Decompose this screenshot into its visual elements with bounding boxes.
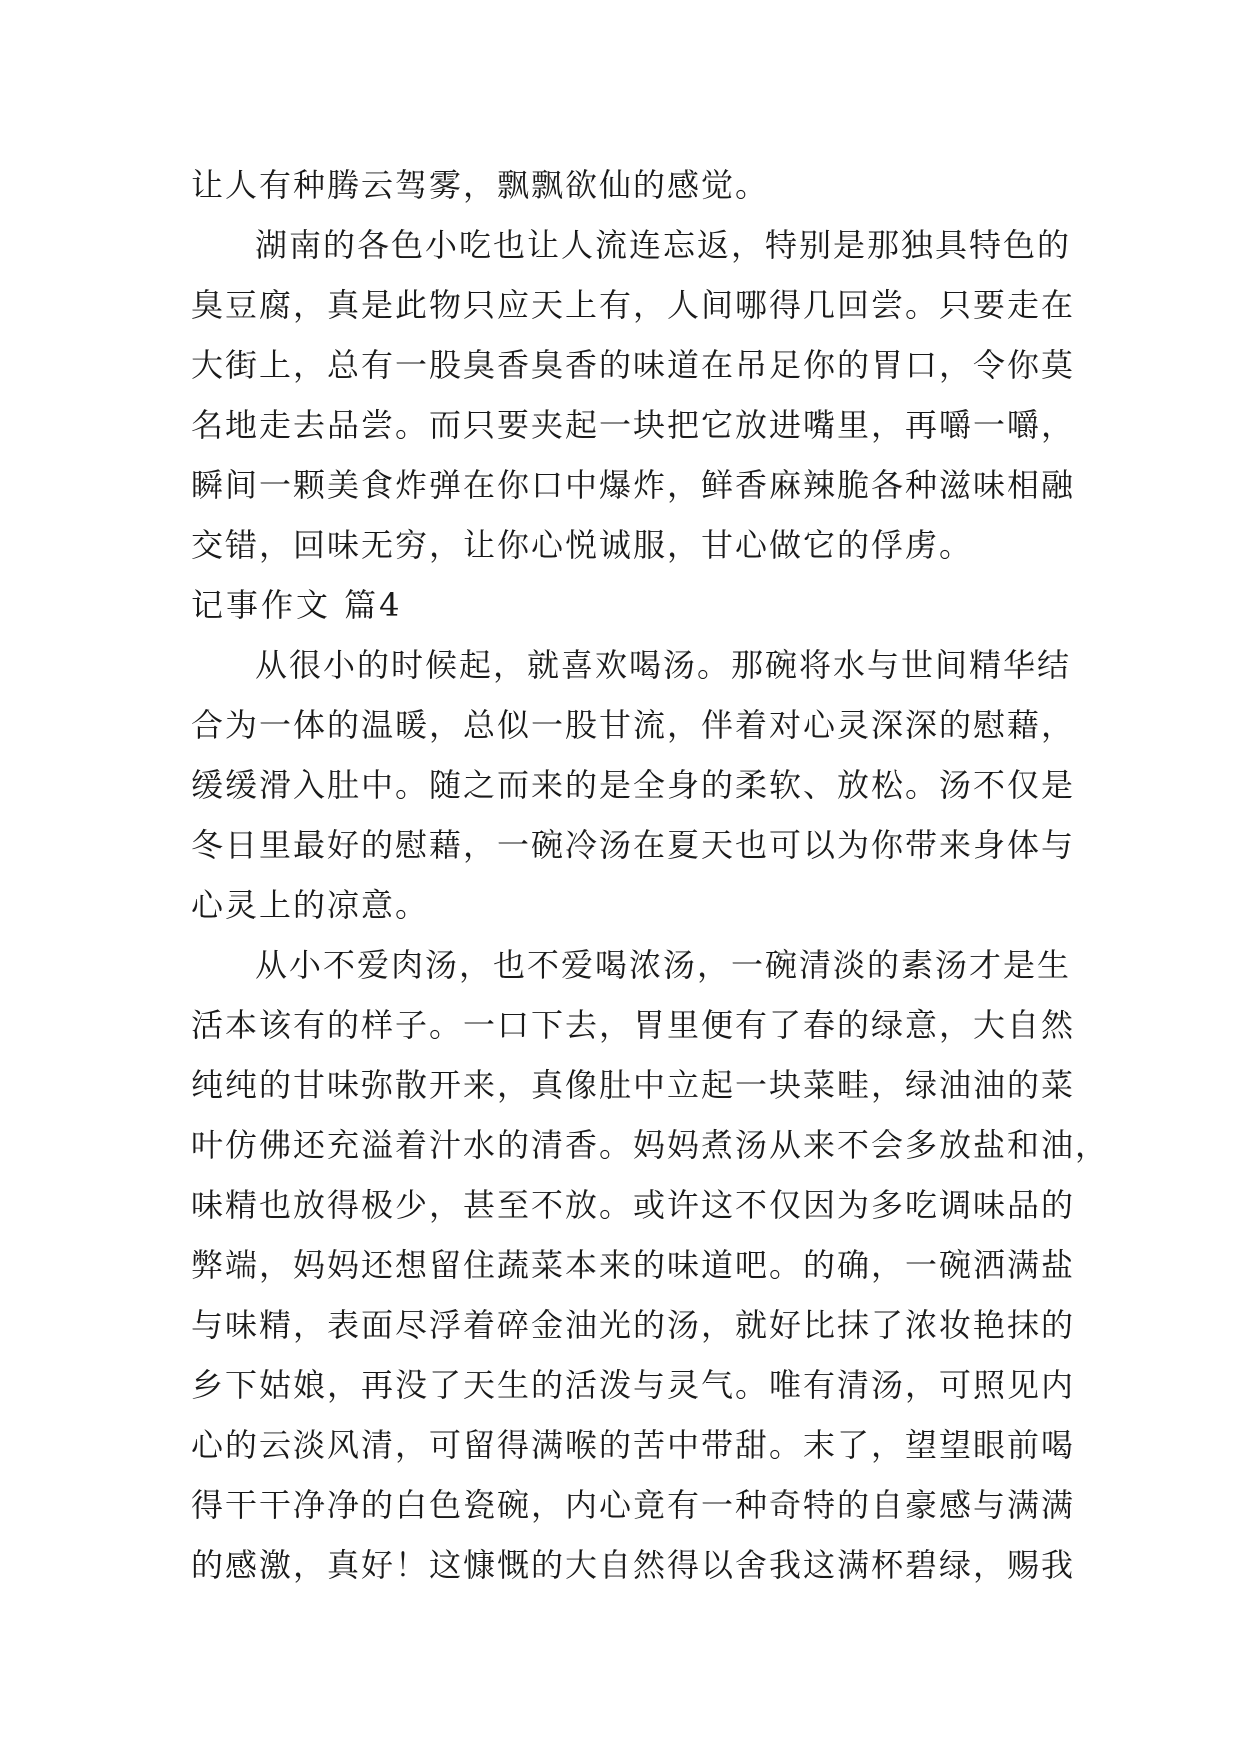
document-body: [191, 155, 1110, 1595]
text-line: 交错，回味无穷，让你心悦诚服，甘心做它的俘虏。: [191, 526, 974, 564]
text-line: 瞬间一颗美食炸弹在你口中爆炸，鲜香麻辣脆各种滋味相融: [191, 466, 1076, 504]
text-line: 心的云淡风清，可留得满喉的苦中带甜。末了，望望眼前喝: [191, 1426, 1076, 1464]
text-line: 大街上，总有一股臭香臭香的味道在吊足你的胃口，令你莫: [191, 346, 1076, 384]
text-line: 从小不爱肉汤，也不爱喝浓汤，一碗清淡的素汤才是生: [255, 946, 1072, 984]
text-line: 活本该有的样子。一口下去，胃里便有了春的绿意，大自然: [191, 1006, 1076, 1044]
text-line: 与味精，表面尽浮着碎金油光的汤，就好比抹了浓妆艳抹的: [191, 1306, 1076, 1344]
text-line: 让人有种腾云驾雾，飘飘欲仙的感觉。: [191, 166, 770, 204]
text-line: 合为一体的温暖，总似一股甘流，伴着对心灵深深的慰藉，: [191, 706, 1076, 744]
text-line: 纯纯的甘味弥散开来，真像肚中立起一块菜畦，绿油油的菜: [191, 1066, 1076, 1104]
text-line: 湖南的各色小吃也让人流连忘返，特别是那独具特色的: [255, 226, 1072, 264]
text-line: 从很小的时候起，就喜欢喝汤。那碗将水与世间精华结: [255, 646, 1072, 684]
text-line: 乡下姑娘，再没了天生的活泼与灵气。唯有清汤，可照见内: [191, 1366, 1076, 1404]
text-line: 的感激，真好！这慷慨的大自然得以舍我这满杯碧绿，赐我: [191, 1546, 1076, 1584]
text-line: 得干干净净的白色瓷碗，内心竟有一种奇特的自豪感与满满: [191, 1486, 1076, 1524]
text-line: 名地走去品尝。而只要夹起一块把它放进嘴里，再嚼一嚼，: [191, 406, 1076, 444]
text-line: 臭豆腐，真是此物只应天上有，人间哪得几回尝。只要走在: [191, 286, 1076, 324]
section-heading: 记事作文 篇4: [191, 586, 403, 624]
text-line: 缓缓滑入肚中。随之而来的是全身的柔软、放松。汤不仅是: [191, 766, 1076, 804]
text-line: 冬日里最好的慰藉，一碗冷汤在夏天也可以为你带来身体与: [191, 826, 1076, 864]
text-line: 叶仿佛还充溢着汁水的清香。妈妈煮汤从来不会多放盐和油，: [191, 1126, 1110, 1164]
text-line: 弊端，妈妈还想留住蔬菜本来的味道吧。的确，一碗洒满盐: [191, 1246, 1076, 1284]
text-line: 味精也放得极少，甚至不放。或许这不仅因为多吃调味品的: [191, 1186, 1076, 1224]
text-line: 心灵上的凉意。: [191, 886, 430, 924]
